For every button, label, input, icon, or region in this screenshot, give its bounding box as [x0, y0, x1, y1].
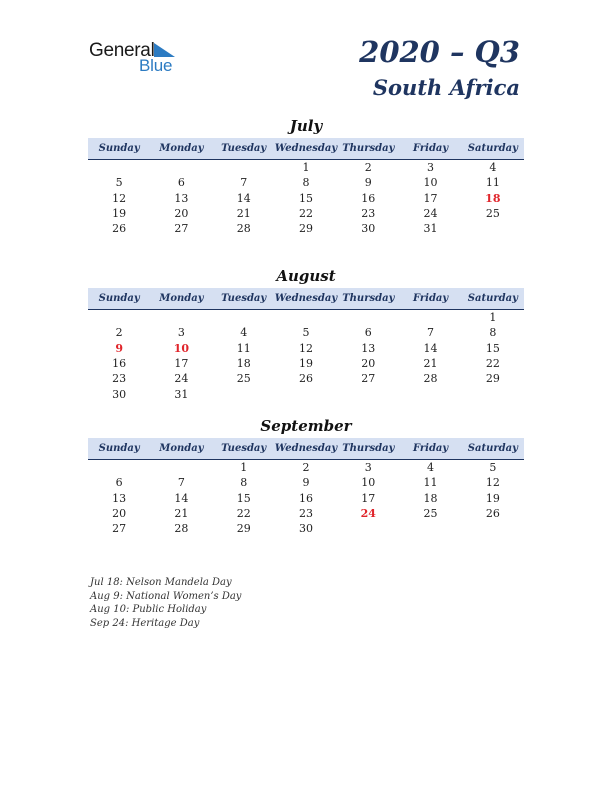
- day-cell: 21: [423, 357, 438, 371]
- weekday-label-thursday: Thursday: [342, 143, 395, 154]
- day-cell: 13: [174, 191, 189, 205]
- day-cell: 6: [364, 326, 372, 340]
- week-row: [88, 475, 524, 490]
- day-cell: 20: [174, 207, 189, 221]
- weekday-label-sunday: Sunday: [98, 443, 140, 454]
- day-cell: 1: [302, 161, 310, 175]
- week-row: [88, 341, 524, 356]
- logo-text-general: General: [89, 40, 155, 61]
- day-cell: 24: [174, 372, 189, 386]
- day-cell: 26: [298, 372, 313, 386]
- day-cell: 15: [485, 341, 500, 355]
- day-cell: 5: [115, 176, 123, 190]
- day-cell: 25: [423, 507, 438, 521]
- day-cell: 6: [177, 176, 185, 190]
- holiday-list-item: Aug 9: National Women’s Day: [90, 590, 242, 602]
- day-cell: 26: [112, 222, 127, 236]
- weekday-label-saturday: Saturday: [467, 143, 518, 154]
- day-cell: 29: [236, 522, 251, 536]
- page-title: 2020 – Q3: [359, 35, 520, 69]
- day-cell: 27: [361, 372, 376, 386]
- day-cell: 4: [240, 326, 248, 340]
- holiday-day-cell: 9: [115, 341, 123, 355]
- day-cell: 28: [236, 222, 251, 236]
- day-cell: 23: [112, 372, 127, 386]
- day-cell: 29: [298, 222, 313, 236]
- holiday-list: [90, 576, 241, 631]
- week-row: [88, 371, 524, 386]
- day-cell: 21: [236, 207, 251, 221]
- holiday-day-cell: 18: [485, 191, 501, 205]
- day-cell: 28: [423, 372, 438, 386]
- month-august: [88, 266, 524, 402]
- day-cell: 20: [112, 507, 127, 521]
- day-cell: 31: [174, 387, 189, 401]
- day-cell: 19: [112, 207, 127, 221]
- day-cell: 8: [302, 176, 310, 190]
- day-cell: 22: [236, 507, 251, 521]
- day-cell: 4: [489, 161, 497, 175]
- weekday-header-row: [88, 438, 524, 460]
- weekday-label-monday: Monday: [159, 443, 204, 454]
- holiday-day-cell: 24: [360, 507, 376, 521]
- month-september: [88, 416, 524, 536]
- day-cell: 23: [298, 507, 313, 521]
- day-cell: 15: [236, 491, 251, 505]
- day-cell: 4: [427, 461, 435, 475]
- day-cell: 17: [174, 357, 189, 371]
- week-row: [88, 460, 524, 475]
- day-cell: 27: [174, 222, 189, 236]
- day-cell: 26: [485, 507, 500, 521]
- day-cell: 27: [112, 522, 127, 536]
- month-july: [88, 116, 524, 236]
- weekday-label-monday: Monday: [159, 293, 204, 304]
- day-cell: 11: [485, 176, 500, 190]
- day-cell: 2: [302, 461, 310, 475]
- week-row: [88, 491, 524, 506]
- weekday-header-row: [88, 288, 524, 310]
- day-cell: 25: [485, 207, 500, 221]
- day-cell: 11: [423, 476, 438, 490]
- day-cell: 14: [174, 491, 189, 505]
- week-row: [88, 521, 524, 536]
- day-cell: 14: [423, 341, 438, 355]
- country-subtitle: South Africa: [372, 75, 520, 100]
- day-cell: 8: [240, 476, 248, 490]
- day-cell: 9: [364, 176, 372, 190]
- day-cell: 22: [298, 207, 313, 221]
- weekday-label-sunday: Sunday: [98, 143, 140, 154]
- month-title: September: [260, 417, 352, 435]
- day-cell: 30: [298, 522, 313, 536]
- week-row: [88, 191, 524, 206]
- day-cell: 24: [423, 207, 438, 221]
- weekday-label-friday: Friday: [412, 443, 449, 454]
- weekday-label-saturday: Saturday: [467, 443, 518, 454]
- day-cell: 11: [236, 341, 251, 355]
- day-cell: 3: [364, 461, 372, 475]
- weekday-label-tuesday: Tuesday: [221, 143, 267, 154]
- day-cell: 16: [361, 191, 376, 205]
- day-cell: 9: [302, 476, 310, 490]
- day-cell: 10: [361, 476, 376, 490]
- weekday-label-friday: Friday: [412, 143, 449, 154]
- day-cell: 12: [485, 476, 500, 490]
- week-row: [88, 206, 524, 221]
- day-cell: 25: [236, 372, 251, 386]
- weekday-label-saturday: Saturday: [467, 293, 518, 304]
- weekday-label-wednesday: Wednesday: [274, 293, 338, 304]
- logo-triangle-icon: [154, 43, 176, 57]
- weekday-label-thursday: Thursday: [342, 293, 395, 304]
- day-cell: 12: [112, 191, 127, 205]
- day-cell: 22: [485, 357, 500, 371]
- day-cell: 1: [240, 461, 248, 475]
- day-cell: 6: [115, 476, 123, 490]
- week-row: [88, 356, 524, 371]
- weekday-header-row: [88, 138, 524, 160]
- day-cell: 31: [423, 222, 438, 236]
- weekday-label-monday: Monday: [159, 143, 204, 154]
- day-cell: 2: [364, 161, 372, 175]
- day-cell: 14: [236, 191, 251, 205]
- holiday-list-item: Aug 10: Public Holiday: [90, 604, 207, 616]
- week-row: [88, 160, 524, 175]
- weekday-label-thursday: Thursday: [342, 443, 395, 454]
- day-cell: 8: [489, 326, 497, 340]
- weekday-label-sunday: Sunday: [98, 293, 140, 304]
- day-cell: 18: [236, 357, 251, 371]
- holiday-list-item: Sep 24: Heritage Day: [90, 618, 200, 630]
- weekday-label-friday: Friday: [412, 293, 449, 304]
- holiday-day-cell: 10: [173, 341, 190, 355]
- month-title: July: [289, 117, 323, 135]
- day-cell: 13: [112, 491, 127, 505]
- week-row: [88, 325, 524, 340]
- day-cell: 7: [240, 176, 248, 190]
- week-row: [88, 175, 524, 190]
- day-cell: 17: [423, 191, 438, 205]
- holiday-list-item: Jul 18: Nelson Mandela Day: [90, 577, 232, 588]
- day-cell: 28: [174, 522, 189, 536]
- day-cell: 30: [112, 387, 127, 401]
- week-row: [88, 221, 524, 236]
- day-cell: 21: [174, 507, 189, 521]
- weekday-label-wednesday: Wednesday: [274, 143, 338, 154]
- day-cell: 16: [298, 491, 313, 505]
- day-cell: 3: [177, 326, 185, 340]
- day-cell: 29: [485, 372, 500, 386]
- day-cell: 7: [177, 476, 185, 490]
- day-cell: 17: [361, 491, 376, 505]
- day-cell: 5: [302, 326, 310, 340]
- weekday-label-tuesday: Tuesday: [221, 443, 267, 454]
- day-cell: 19: [298, 357, 313, 371]
- day-cell: 13: [361, 341, 376, 355]
- day-cell: 16: [112, 357, 127, 371]
- day-cell: 20: [361, 357, 376, 371]
- day-cell: 5: [489, 461, 497, 475]
- day-cell: 18: [423, 491, 438, 505]
- day-cell: 7: [427, 326, 435, 340]
- day-cell: 12: [298, 341, 313, 355]
- logo: [89, 40, 189, 76]
- day-cell: 23: [361, 207, 376, 221]
- day-cell: 19: [485, 491, 500, 505]
- logo-text-blue: Blue: [139, 56, 173, 75]
- day-cell: 30: [361, 222, 376, 236]
- weekday-label-tuesday: Tuesday: [221, 293, 267, 304]
- week-row: [88, 386, 524, 401]
- day-cell: 10: [423, 176, 438, 190]
- day-cell: 2: [115, 326, 123, 340]
- month-title: August: [276, 267, 336, 285]
- week-row: [88, 506, 524, 521]
- weekday-label-wednesday: Wednesday: [274, 443, 338, 454]
- day-cell: 15: [298, 191, 313, 205]
- day-cell: 3: [427, 161, 435, 175]
- week-row: [88, 310, 524, 325]
- day-cell: 1: [489, 311, 497, 325]
